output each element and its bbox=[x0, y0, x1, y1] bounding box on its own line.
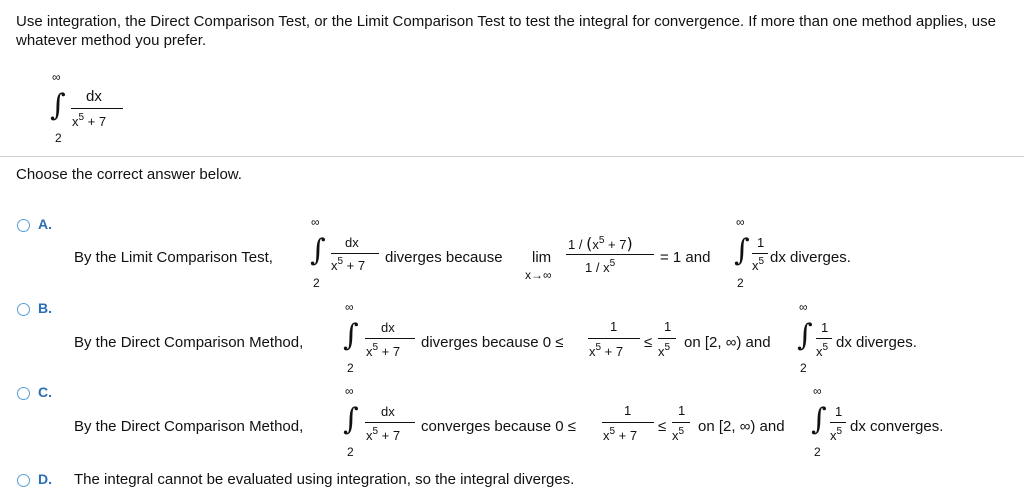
option-c-frac1-numerator: 1 bbox=[624, 403, 632, 418]
option-b-int-lower: 2 bbox=[347, 361, 354, 375]
fraction-bar bbox=[816, 338, 832, 339]
option-a-int-upper: ∞ bbox=[311, 215, 320, 229]
option-a-int2-lower: 2 bbox=[737, 276, 744, 290]
option-c-frac2-denominator: $x^5$ bbox=[672, 426, 685, 443]
integral-upper-limit: ∞ bbox=[52, 70, 61, 84]
option-a-int2-denominator: $x^5$ bbox=[752, 256, 765, 273]
option-d-text: The integral cannot be evaluated using integration, so the integral diverges. bbox=[74, 471, 575, 488]
option-c-int2-numerator: 1 bbox=[835, 404, 843, 419]
option-a-lim-sub: x→∞ bbox=[525, 268, 552, 282]
integral-sign: ∫ bbox=[310, 233, 326, 268]
option-b-numerator: dx bbox=[381, 320, 395, 335]
option-b-frac1-denominator: $x^5 + 7$ bbox=[589, 342, 624, 359]
option-a-intro: By the Limit Comparison Test, bbox=[74, 249, 273, 266]
fraction-bar bbox=[588, 338, 640, 339]
option-a-lim: lim bbox=[532, 249, 552, 266]
integral-denominator: $x^5 + 7$ bbox=[72, 112, 107, 129]
option-a-int2-numerator: 1 bbox=[757, 235, 765, 250]
option-b-int2-denominator: $x^5$ bbox=[816, 342, 829, 359]
option-a-int2-upper: ∞ bbox=[736, 215, 745, 229]
option-b-letter[interactable]: B. bbox=[38, 300, 52, 316]
option-a-verdict: diverges because bbox=[385, 249, 503, 266]
option-b-frac2-denominator: $x^5$ bbox=[658, 342, 671, 359]
option-c-verdict: converges because 0 ≤ bbox=[421, 418, 576, 435]
option-c-denominator: $x^5 + 7$ bbox=[366, 426, 401, 443]
option-b-int-upper: ∞ bbox=[345, 300, 354, 314]
option-c-int2-lower: 2 bbox=[814, 445, 821, 459]
fraction-bar bbox=[658, 338, 676, 339]
option-b-le: ≤ bbox=[644, 334, 653, 351]
option-c-le: ≤ bbox=[658, 418, 667, 435]
fraction-bar bbox=[71, 108, 123, 109]
option-a-conclusion: dx diverges. bbox=[770, 249, 851, 266]
option-c-int-lower: 2 bbox=[347, 445, 354, 459]
option-c-intro: By the Direct Comparison Method, bbox=[74, 418, 304, 435]
option-b-int2-lower: 2 bbox=[800, 361, 807, 375]
question-text: Use integration, the Direct Comparison Test, or the Limit Comparison Test to test the integral for convergence. If more than one method applies, use whatever method you prefer. bbox=[16, 13, 996, 49]
fraction-bar bbox=[752, 253, 768, 254]
fraction-bar bbox=[365, 338, 415, 339]
option-d-radio[interactable] bbox=[17, 474, 30, 487]
option-c-frac1-denominator: $x^5 + 7$ bbox=[603, 426, 638, 443]
option-d-letter[interactable]: D. bbox=[38, 471, 52, 487]
option-a-letter[interactable]: A. bbox=[38, 216, 52, 232]
option-b-interval: on [2, ∞) and bbox=[684, 334, 771, 351]
option-c-int-upper: ∞ bbox=[345, 384, 354, 398]
option-b-conclusion: dx diverges. bbox=[836, 334, 917, 351]
integral-sign: ∫ bbox=[50, 88, 66, 123]
fraction-bar bbox=[672, 422, 690, 423]
option-c-int2-upper: ∞ bbox=[813, 384, 822, 398]
section-divider bbox=[0, 156, 1024, 157]
option-b-frac1-numerator: 1 bbox=[610, 319, 618, 334]
option-c-interval: on [2, ∞) and bbox=[698, 418, 785, 435]
integral-sign: ∫ bbox=[734, 233, 750, 268]
integral-sign: ∫ bbox=[797, 318, 813, 353]
integral-lower-limit: 2 bbox=[55, 131, 62, 145]
fraction-bar bbox=[566, 254, 654, 255]
integral-sign: ∫ bbox=[343, 402, 359, 437]
fraction-bar bbox=[602, 422, 654, 423]
option-b-int2-numerator: 1 bbox=[821, 320, 829, 335]
option-c-radio[interactable] bbox=[17, 387, 30, 400]
fraction-bar bbox=[365, 422, 415, 423]
option-a-radio[interactable] bbox=[17, 219, 30, 232]
option-c-letter[interactable]: C. bbox=[38, 384, 52, 400]
option-a-lim-numerator: $1 / (x^5 + 7)$ bbox=[568, 234, 633, 253]
option-b-frac2-numerator: 1 bbox=[664, 319, 672, 334]
integral-sign: ∫ bbox=[343, 318, 359, 353]
option-c-conclusion: dx converges. bbox=[850, 418, 944, 435]
option-b-intro: By the Direct Comparison Method, bbox=[74, 334, 304, 351]
option-b-verdict: diverges because 0 ≤ bbox=[421, 334, 564, 351]
option-b-radio[interactable] bbox=[17, 303, 30, 316]
option-a-numerator: dx bbox=[345, 235, 359, 250]
option-a-denominator: $x^5 + 7$ bbox=[331, 256, 366, 273]
option-b-int2-upper: ∞ bbox=[799, 300, 808, 314]
option-c-numerator: dx bbox=[381, 404, 395, 419]
option-c-int2-denominator: $x^5$ bbox=[830, 426, 843, 443]
option-a-lim-denominator: $1 / x^5$ bbox=[585, 258, 616, 275]
option-a-int-lower: 2 bbox=[313, 276, 320, 290]
option-a-equals: = 1 and bbox=[660, 249, 711, 266]
option-b-denominator: $x^5 + 7$ bbox=[366, 342, 401, 359]
option-c-frac2-numerator: 1 bbox=[678, 403, 686, 418]
answer-prompt: Choose the correct answer below. bbox=[16, 166, 242, 183]
fraction-bar bbox=[331, 253, 379, 254]
fraction-bar bbox=[830, 422, 846, 423]
integral-sign: ∫ bbox=[811, 402, 827, 437]
integral-numerator: dx bbox=[86, 88, 102, 105]
